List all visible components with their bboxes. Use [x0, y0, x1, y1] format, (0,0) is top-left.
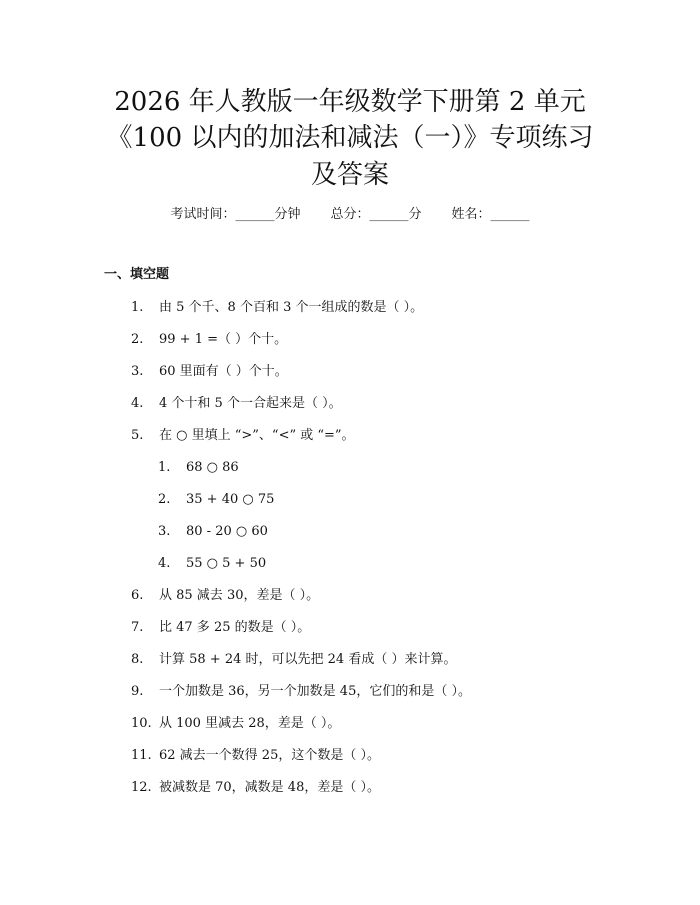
question-number: 11. — [131, 748, 152, 763]
subquestion-text: 35 + 40 ○ 75 — [186, 492, 275, 507]
subquestion-number: 3. — [158, 524, 171, 539]
question-text: 由 5 个千、8 个百和 3 个一组成的数是（ ）。 — [159, 300, 424, 315]
question-number: 10. — [131, 716, 152, 731]
question-number: 2. — [131, 332, 144, 347]
question-text: 99 + 1 =（ ）个十。 — [159, 332, 288, 347]
question-number: 12. — [131, 780, 152, 795]
question-number: 4. — [131, 396, 144, 411]
exam-time: 考试时间：______分钟 — [170, 207, 301, 222]
question-3 — [131, 363, 288, 381]
question-9 — [131, 683, 471, 701]
question-6 — [131, 587, 319, 605]
question-text: 从 85 减去 30，差是（ ）。 — [159, 588, 320, 603]
question-12 — [131, 779, 380, 797]
question-number: 1. — [131, 300, 144, 315]
question-4 — [131, 395, 342, 413]
subquestion-number: 1. — [158, 460, 171, 475]
question-5 — [131, 427, 355, 445]
question-text: 4 个十和 5 个一合起来是（ ）。 — [159, 396, 342, 411]
question-number: 9. — [131, 684, 144, 699]
subquestion-2 — [158, 491, 274, 509]
subquestion-text: 55 ○ 5 + 50 — [186, 556, 267, 571]
subquestion-4 — [158, 555, 266, 573]
subquestion-1 — [158, 459, 239, 477]
question-text: 62 减去一个数得 25，这个数是（ ）。 — [159, 748, 380, 763]
question-11 — [131, 747, 380, 765]
question-text: 被减数是 70，减数是 48，差是（ ）。 — [159, 780, 380, 795]
question-number: 6. — [131, 588, 144, 603]
question-text: 一个加数是 36，另一个加数是 45，它们的和是（ ）。 — [159, 684, 471, 699]
question-number: 7. — [131, 620, 144, 635]
subquestion-text: 68 ○ 86 — [186, 460, 239, 475]
question-text: 在 ○ 里填上 “>”、“<” 或 “=”。 — [159, 428, 355, 443]
exam-meta — [0, 206, 700, 224]
question-text: 计算 58 + 24 时，可以先把 24 看成（ ）来计算。 — [159, 652, 457, 667]
student-name: 姓名：______ — [451, 207, 530, 222]
subquestion-3 — [158, 523, 268, 541]
title-line-3: 及答案 — [310, 160, 389, 190]
question-text: 比 47 多 25 的数是（ ）。 — [159, 620, 311, 635]
subquestion-number: 4. — [158, 556, 171, 571]
question-2 — [131, 331, 287, 349]
question-text: 60 里面有（ ）个十。 — [159, 364, 288, 379]
question-10 — [131, 715, 340, 733]
section-heading: 一、填空题 — [104, 267, 170, 282]
question-number: 5. — [131, 428, 144, 443]
question-text: 从 100 里减去 28，差是（ ）。 — [159, 716, 341, 731]
subquestion-number: 2. — [158, 492, 171, 507]
question-number: 8. — [131, 652, 144, 667]
question-number: 3. — [131, 364, 144, 379]
question-8 — [131, 651, 456, 669]
question-1 — [131, 299, 423, 317]
total-score: 总分：______分 — [330, 207, 422, 222]
subquestion-text: 80 - 20 ○ 60 — [186, 524, 268, 539]
title-line-1: 2026 年人教版一年级数学下册第 2 单元 — [114, 87, 586, 117]
title-line-2: 《100 以内的加法和减法（一）》专项练习 — [106, 123, 594, 153]
question-7 — [131, 619, 310, 637]
